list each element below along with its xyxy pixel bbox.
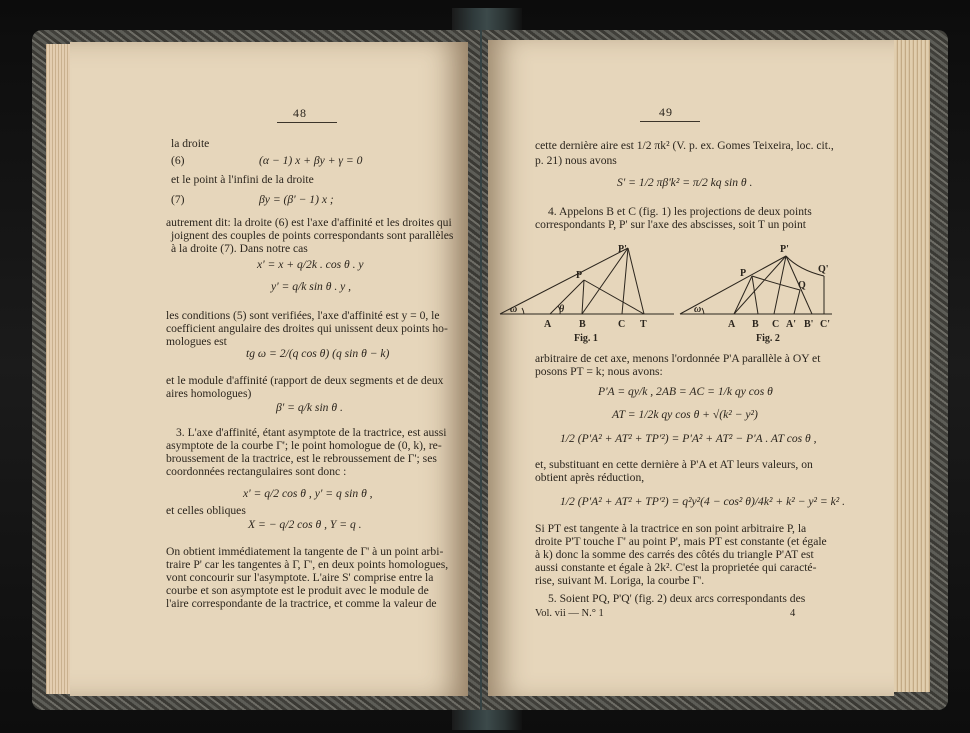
text-line: et le point à l'infini de la droite (171, 173, 314, 186)
fig2-label: C' (820, 319, 830, 330)
text-line: les conditions (5) sont verifiées, l'axe d'affinité est y = 0, le (166, 309, 440, 322)
fig1-label: B (579, 319, 586, 330)
equation: X = − q/2 cos θ , Y = q . (248, 518, 362, 531)
text-line: joignent des couples de points correspondants sont parallèles (171, 229, 454, 242)
fig1-label: P' (618, 244, 627, 255)
equation: 1/2 (P'A² + AT² + TP'²) = q²y²(4 − cos² θ)/4k² + k² − y² = k² . (560, 495, 845, 508)
fig2-label: A' (786, 319, 796, 330)
fig2-label: C (772, 319, 780, 330)
text-line: et, substituant en cette dernière à P'A et AT leurs valeurs, on (535, 458, 813, 471)
fig1-label: A (544, 319, 552, 330)
text-line: et le module d'affinité (rapport de deux segments et de deux (166, 374, 444, 387)
fig2-label: A (728, 319, 736, 330)
text-line: à k) donc la somme des carrés des côtés du triangle P'AT est (535, 548, 814, 561)
fig1-caption: Fig. 1 (574, 333, 598, 344)
fig2-label: B (752, 319, 759, 330)
page-edges-right (892, 40, 930, 692)
page-number-right: 49 (659, 105, 673, 119)
fig2-label: P (740, 268, 747, 279)
figure-1 (500, 248, 674, 314)
text-line: courbe et son asymptote est le produit avec le module de (166, 584, 429, 597)
fig2-label: Q (798, 280, 806, 291)
footer-signature: 4 (790, 608, 796, 619)
text-line: coordonnées rectangulaires sont donc : (166, 465, 347, 478)
section-4-line: 4. Appelons B et C (fig. 1) les projections de deux points (548, 205, 812, 218)
text-line: et celles obliques (166, 504, 246, 517)
text-line: asymptote de la courbe Γ'; le point homologue de (0, k), re- (166, 439, 442, 452)
equation: AT = 1/2k qy cos θ + √(k² − y²) (612, 408, 758, 421)
fig2-label: ω (694, 304, 702, 315)
text-line: l'aire correspondante de la tractrice, et comme la valeur de (166, 597, 437, 610)
equation: 1/2 (P'A² + AT² + TP'²) = P'A² + AT² − P'A . AT cos θ , (560, 432, 817, 445)
equation: βy = (β' − 1) x ; (259, 193, 334, 206)
text-line: p. 21) nous avons (535, 154, 617, 167)
fig1-label: T (640, 319, 647, 330)
equation: S' = 1/2 πβ'k² = π/2 kq sin θ . (617, 176, 753, 189)
equation: y' = q/k sin θ . y , (271, 280, 352, 293)
text-line: arbitraire de cet axe, menons l'ordonnée P'A parallèle à OY et (535, 352, 821, 365)
fig2-caption: Fig. 2 (756, 333, 780, 344)
equation: P'A = qy/k , 2AB = AC = 1/k qy cos θ (598, 385, 773, 398)
fig1-label: C (618, 319, 626, 330)
equation-number: (6) (171, 154, 185, 167)
header-rule-right (640, 121, 700, 122)
header-rule-left (277, 122, 337, 123)
text-line: mologues est (166, 335, 227, 348)
equation: x' = x + q/2k . cos θ . y (257, 258, 364, 271)
text-line: broussement de la tractrice, est le rebroussement de Γ'; ses (166, 452, 437, 465)
text-line: vont concourir sur l'asymptote. L'aire S' comprise entre la (166, 571, 434, 584)
text-line: la droite (171, 137, 210, 150)
section-5-line: 5. Soient PQ, P'Q' (fig. 2) deux arcs correspondants des (548, 592, 806, 605)
text-line: autrement dit: la droite (6) est l'axe d'affinité et les droites qui (166, 216, 452, 229)
equation: tg ω = 2/(q cos θ) (q sin θ − k) (246, 347, 390, 360)
text-line: droite P'T touche Γ' au point P', mais PT est constante (et égale (535, 535, 827, 548)
text-line: cette dernière aire est 1/2 πk² (V. p. ex. Gomes Teixeira, loc. cit., (535, 139, 834, 152)
fig1-label: P (576, 270, 583, 281)
text-line: On obtient immédiatement la tangente de Γ' à un point arbi- (166, 545, 444, 558)
page-edges-left (46, 44, 72, 694)
fig2-label: P' (780, 244, 789, 255)
text-line: rise, suivant M. Loriga, la courbe Γ'. (535, 574, 705, 587)
footer-volume: Vol. vii — N.° 1 (535, 608, 604, 619)
text-line: aussi constante et égale à 2k². C'est la proprietée qui caracté- (535, 561, 817, 574)
text-line: aires homologues) (166, 387, 252, 400)
page-number-left: 48 (293, 106, 307, 120)
fig2-label: Q' (818, 264, 829, 275)
text-line: à la droite (7). Dans notre cas (171, 242, 308, 255)
equation-number: (7) (171, 193, 185, 206)
fig1-label: ω (510, 304, 518, 315)
figures-1-2 (494, 238, 874, 346)
equation: β' = q/k sin θ . (276, 401, 343, 414)
text-line: coefficient angulaire des droites qui unissent deux points ho- (166, 322, 448, 335)
equation: x' = q/2 cos θ , y' = q sin θ , (243, 487, 373, 500)
equation: (α − 1) x + βy + γ = 0 (259, 154, 363, 167)
text-line: posons PT = k; nous avons: (535, 365, 663, 378)
text-line: obtient après réduction, (535, 471, 645, 484)
figure-2 (680, 256, 832, 314)
text-line: Si PT est tangente à la tractrice en son point arbitraire P, la (535, 522, 807, 535)
fig2-label: B' (804, 319, 814, 330)
text-line: correspondants P, P' sur l'axe des abscisses, soit T un point (535, 218, 807, 231)
fig1-label: θ (559, 304, 565, 315)
section-3-line: 3. L'axe d'affinité, étant asymptote de la tractrice, est aussi (176, 426, 447, 439)
text-line: traire P' car les tangentes à Γ, Γ', en deux points homologues, (166, 558, 449, 571)
